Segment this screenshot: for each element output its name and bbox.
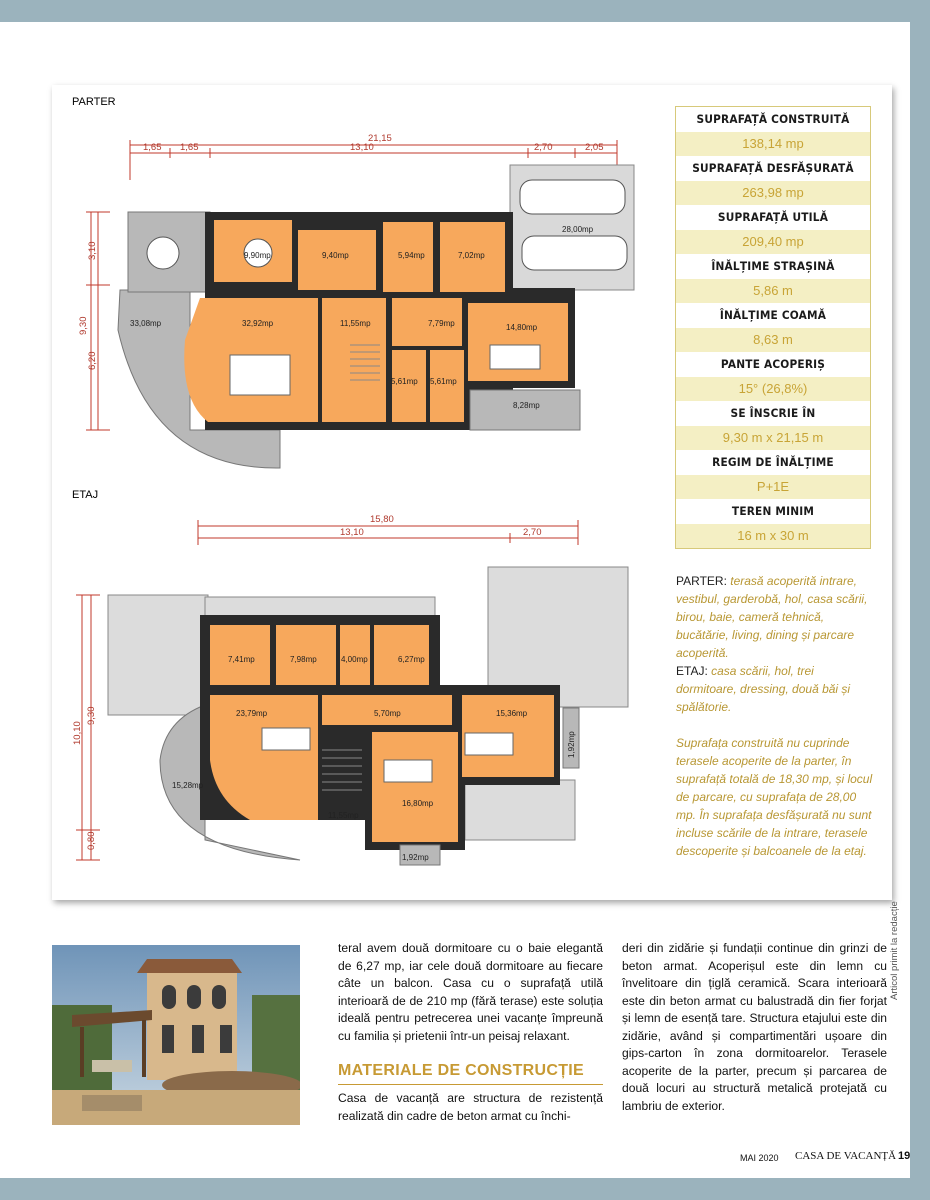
page-number: 19 — [898, 1150, 911, 1162]
spec-value: 209,40 mp — [676, 230, 870, 255]
etaj-dim-left-1: 9,30 — [86, 706, 97, 725]
etaj-dim-1: 13,10 — [340, 527, 364, 538]
dim-1: 1,65 — [143, 142, 162, 153]
room-parter-1: 9,90mp — [244, 251, 271, 260]
room-parter-3: 5,94mp — [398, 251, 425, 260]
spec-key: SE ÎNSCRIE ÎN — [684, 401, 862, 426]
room-etaj-9: 15,28mp — [172, 781, 204, 790]
footer-date: MAI 2020 — [740, 1153, 779, 1163]
room-parter-2: 9,40mp — [322, 251, 349, 260]
room-parter-8: 11,55mp — [340, 319, 371, 328]
room-parter-11: 5,61mp — [391, 377, 418, 386]
spec-value: 8,63 m — [676, 328, 870, 353]
dim-4: 2,70 — [534, 142, 553, 153]
etaj-note-label: ETAJ: — [676, 664, 708, 678]
parter-note-text: terasă acoperită intrare, vestibul, garderobă, hol, casa scării, birou, baie, cameră tehnică, bucătărie, living, dining și parcare acoperită. — [676, 574, 868, 660]
spec-key: REGIM DE ÎNĂLȚIME — [684, 450, 862, 475]
spec-value: 5,86 m — [676, 279, 870, 304]
dim-left-total: 9,30 — [78, 316, 89, 335]
room-parter-5: 28,00mp — [562, 225, 594, 234]
etaj-dim-left-total: 10,10 — [72, 721, 83, 745]
article-col2: deri din zidărie și fundații continue din grinzi de beton armat. Acoperișul este din lemn cu învelitoare din țiglă ceramică. Scara interioară este din beton armat cu balustradă din fier forjat și lemn de esență tare. Structura etajului este din zidărie, având și compartimentări ușoare din gips-carton în zona dormitoarelor. Terasele acoperite de la parter, precum și parcarea de două locuri au structură metalică protejată cu lambriu de exterior. — [622, 941, 887, 1113]
spec-key: SUPRAFAȚĂ CONSTRUITĂ — [684, 107, 862, 132]
dim-5: 2,05 — [585, 142, 604, 153]
room-etaj-4: 6,27mp — [398, 655, 425, 664]
etaj-dim-left-2: 0,80 — [86, 831, 97, 850]
spec-value: 263,98 mp — [676, 181, 870, 206]
room-etaj-6: 5,70mp — [374, 709, 401, 718]
section-heading: MATERIALE DE CONSTRUCȚIE — [338, 1062, 603, 1085]
room-etaj-8: 1,92mp — [567, 731, 576, 758]
room-parter-9: 7,79mp — [428, 319, 455, 328]
room-parter-7: 32,92mp — [242, 319, 274, 328]
spec-value: 15° (26,8%) — [676, 377, 870, 402]
etaj-note-text: casa scării, hol, trei dormitoare, dressing, două băi și spălătorie. — [676, 664, 851, 714]
house-photo — [52, 945, 300, 1125]
spec-key: ÎNĂLȚIME STRAȘINĂ — [684, 254, 862, 279]
spec-key: SUPRAFAȚĂ DESFĂȘURATĂ — [684, 156, 862, 181]
room-etaj-12: 1,92mp — [402, 853, 429, 862]
spec-value: P+1E — [676, 475, 870, 500]
spec-key: ÎNĂLȚIME COAMĂ — [684, 303, 862, 328]
room-etaj-11: 16,80mp — [402, 799, 434, 808]
room-parter-4: 7,02mp — [458, 251, 485, 260]
dim-3: 13,10 — [350, 142, 374, 153]
spec-table — [675, 106, 871, 549]
plan-notes — [676, 572, 876, 860]
parter-label: PARTER — [72, 96, 116, 108]
room-etaj-7: 15,36mp — [496, 709, 528, 718]
spec-value: 138,14 mp — [676, 132, 870, 157]
room-etaj-3: 4,00mp — [341, 655, 368, 664]
dim-left-2: 6,20 — [87, 351, 98, 370]
etaj-dim-2: 2,70 — [523, 527, 542, 538]
room-parter-12: 5,61mp — [430, 377, 457, 386]
article-col1b: Casa de vacanță are structura de rezistență realizată din cadre de beton armat cu închi- — [338, 1091, 603, 1123]
side-note: Articol primit la redacție — [889, 901, 900, 1000]
room-parter-6: 33,08mp — [130, 319, 162, 328]
article-col1: teral avem două dormitoare cu o baie elegantă de 6,27 mp, iar cele două dormitoare au fiecare câte un balcon. Casa cu o suprafață utilă interioară de de 210 mp (fără terase) este soluția ideală pentru petrecerea unei vacanțe împreună cu familia și prietenii într-un peisaj relaxant. — [338, 941, 603, 1043]
spec-key: TEREN MINIM — [684, 499, 862, 524]
surface-note: Suprafața construită nu cuprinde terasele acoperite de la parter, în suprafață totală de 18,30 mp, și locul de parcare, cu suprafața de 28,00 mp. În suprafața desfășurată nu sunt incluse scările de la intrare, terasele descoperite și balcoanele de la etaj. — [676, 736, 873, 858]
spec-value: 16 m x 30 m — [676, 524, 870, 549]
spec-value: 9,30 m x 21,15 m — [676, 426, 870, 451]
spec-key: PANTE ACOPERIȘ — [684, 352, 862, 377]
room-etaj-2: 7,98mp — [290, 655, 317, 664]
spec-key: SUPRAFAȚĂ UTILĂ — [684, 205, 862, 230]
dim-2: 1,65 — [180, 142, 199, 153]
room-etaj-10: 11,55mp — [328, 811, 359, 820]
etaj-label: ETAJ — [72, 489, 99, 501]
room-etaj-5: 23,79mp — [236, 709, 268, 718]
footer-magazine: CASA DE VACANȚĂ — [795, 1150, 897, 1162]
parter-note-label: PARTER: — [676, 574, 727, 588]
room-parter-10: 14,80mp — [506, 323, 538, 332]
room-parter-13: 8,28mp — [513, 401, 540, 410]
room-etaj-1: 7,41mp — [228, 655, 255, 664]
etaj-dim-total: 15,80 — [370, 514, 394, 525]
dim-total: 21,15 — [368, 133, 392, 144]
dim-left-1: 3,10 — [87, 241, 98, 260]
